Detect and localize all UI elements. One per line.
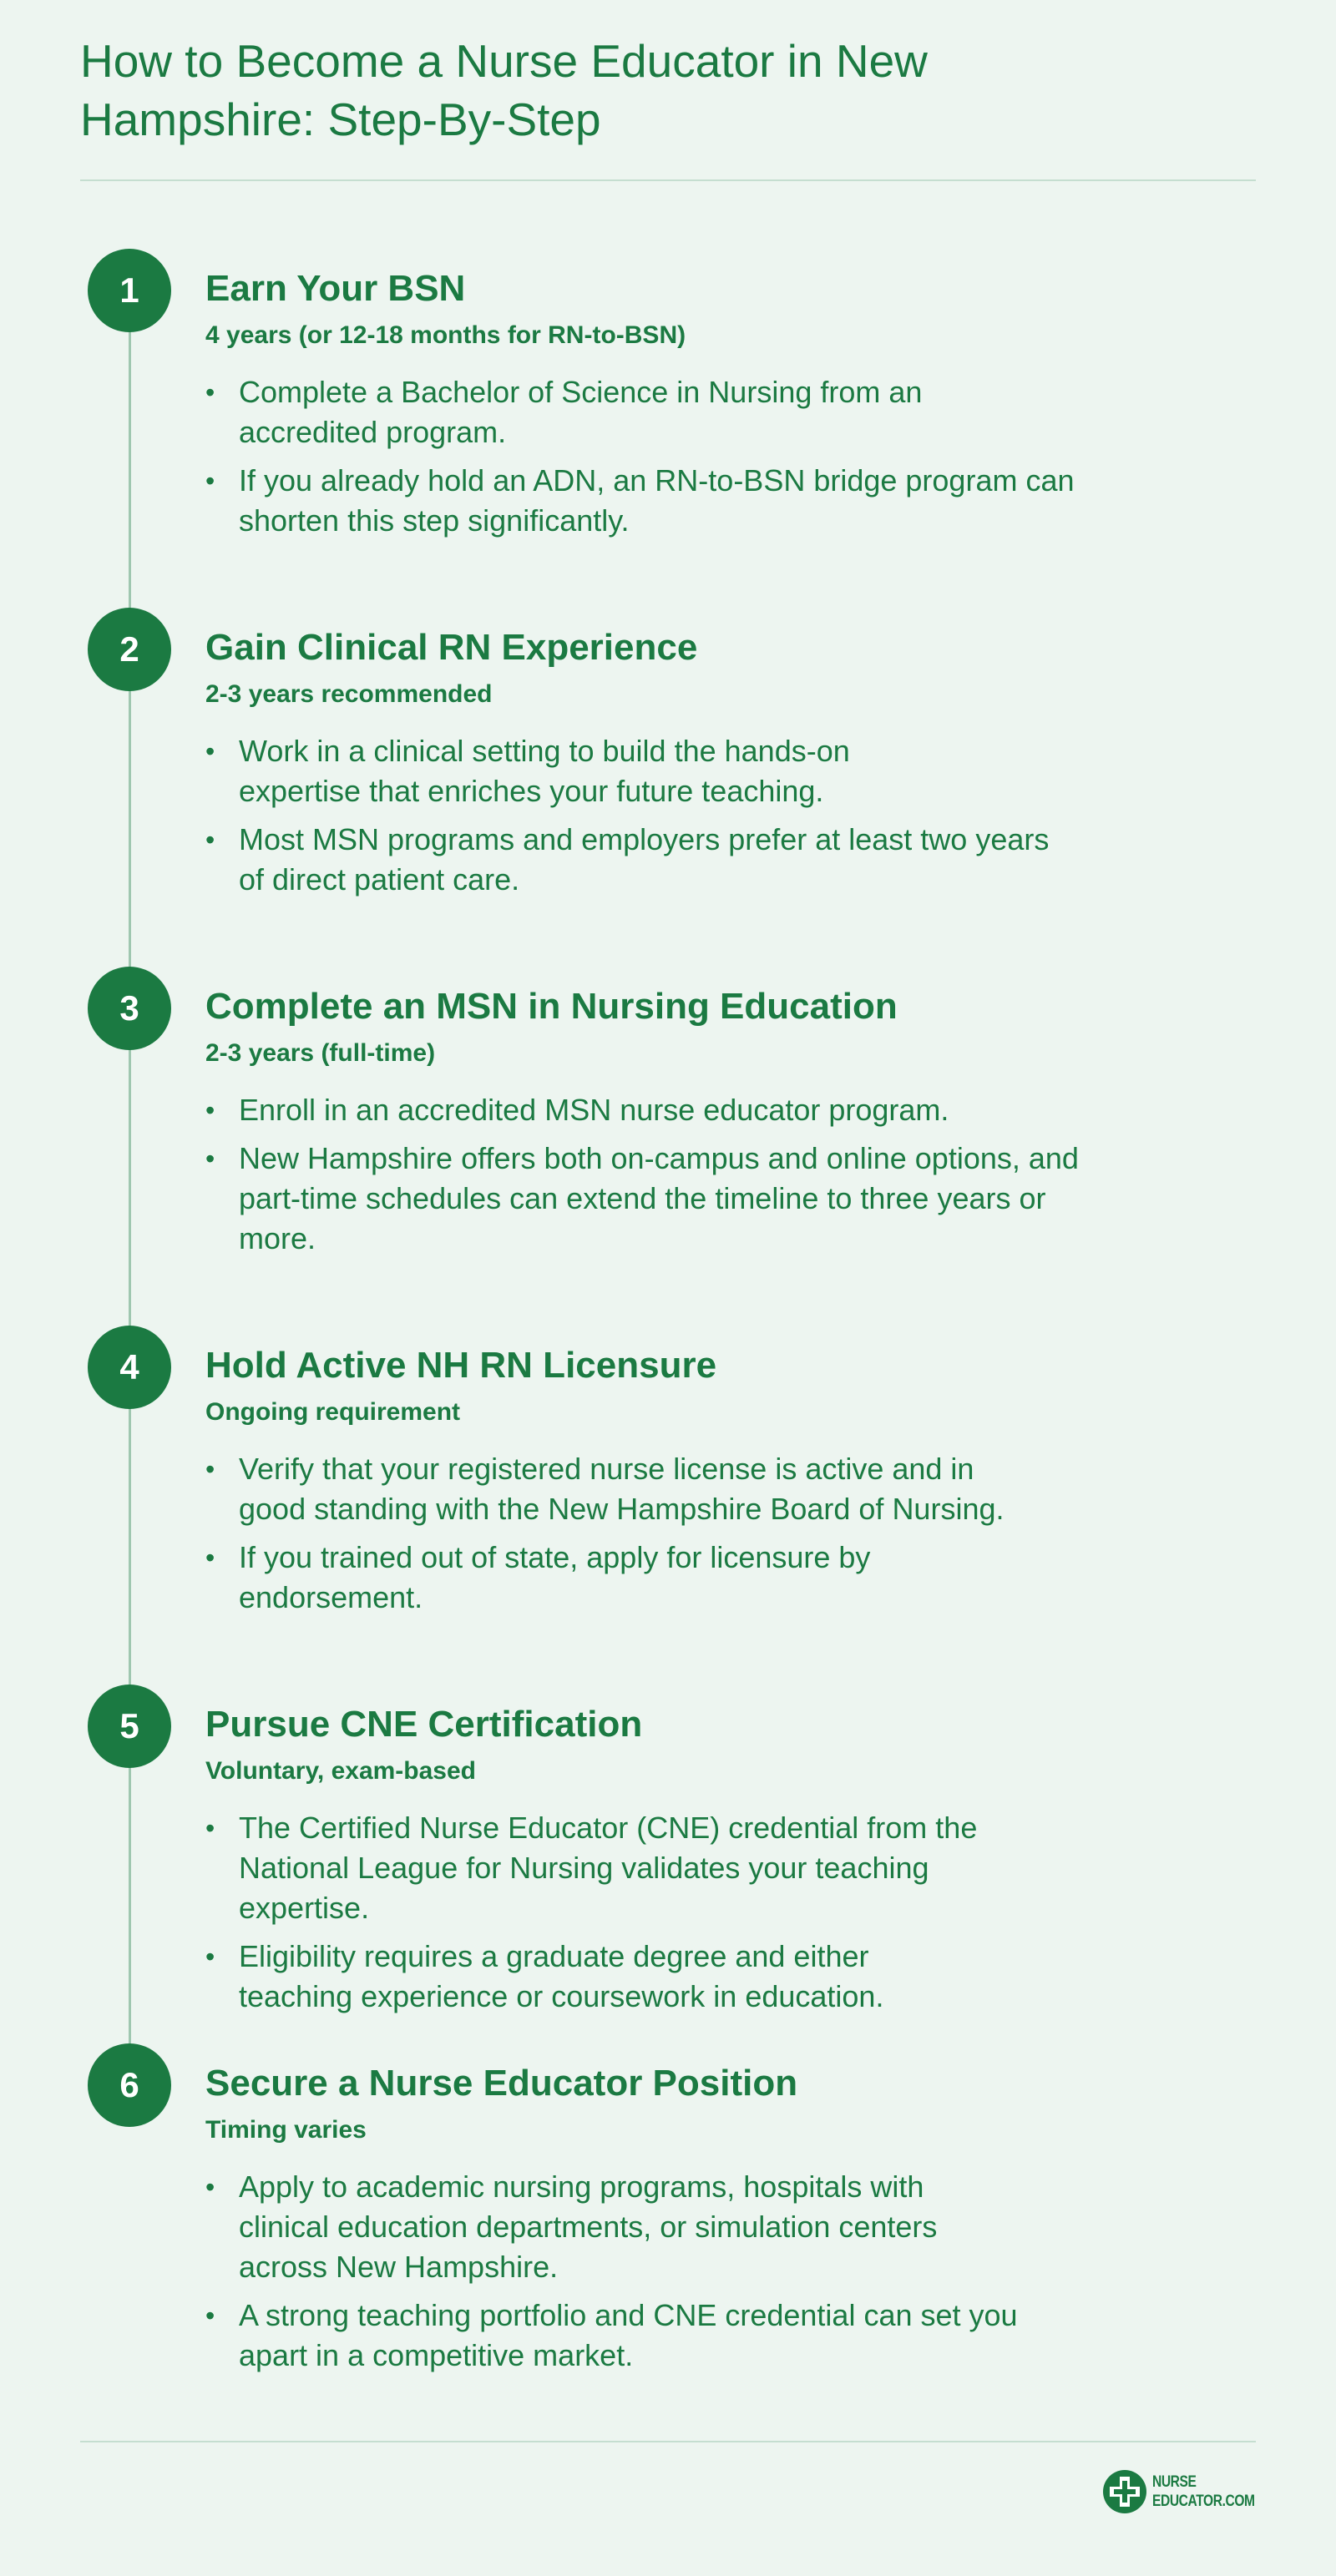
step-duration: 2-3 years (full-time) [205,1039,436,1067]
step-number-badge: 5 [88,1685,171,1768]
medical-cross-icon [1102,2469,1147,2514]
step-duration: 2-3 years recommended [205,680,493,708]
step-title: Pursue CNE Certification [205,1704,643,1745]
step-number-badge: 4 [88,1326,171,1409]
step-bullet: • The Certified Nurse Educator (CNE) credential from the National League for Nursing validates your teaching expertise. [205,1808,1040,1928]
step-bullet-list [205,731,1132,908]
logo-line-2: EDUCATOR.COM [1152,2493,1255,2510]
step-bullet-list [205,372,1132,549]
header-divider [80,179,1256,181]
step-bullet-list [205,1449,1132,1626]
step-bullet: • Verify that your registered nurse license is active and in good standing with the New Hampshire Board of Nursing. [205,1449,1015,1529]
step-bullet: • Work in a clinical setting to build the hands-on expertise that enriches your future teaching. [205,731,965,811]
step-duration: Ongoing requirement [205,1398,461,1426]
step-title: Gain Clinical RN Experience [205,627,698,668]
logo-line-1: NURSE [1152,2473,1197,2491]
step-bullet: • Eligibility requires a graduate degree and either teaching experience or coursework in education. [205,1937,990,2017]
step-title: Earn Your BSN [205,268,466,309]
site-logo [1102,2469,1255,2516]
step-bullet: • A strong teaching portfolio and CNE credential can set you apart in a competitive market. [205,2296,1040,2376]
step-bullet: • New Hampshire offers both on-campus and online options, and part-time schedules can extend the timeline to three years or more. [205,1139,1099,1259]
step-duration: Voluntary, exam-based [205,1757,476,1785]
step-bullet-list [205,1090,1132,1267]
page-title: How to Become a Nurse Educator in New Hampshire: Step-By-Step [80,35,928,145]
step-bullet: • Apply to academic nursing programs, hospitals with clinical education departments, or simulation centers across New Hampshire. [205,2167,999,2287]
footer-divider [80,2441,1256,2442]
step-bullet: • Complete a Bachelor of Science in Nursing from an accredited program. [205,372,974,452]
step-bullet: • Enroll in an accredited MSN nurse educator program. [205,1090,1157,1130]
step-bullet: • Most MSN programs and employers prefer at least two years of direct patient care. [205,820,1065,900]
step-title: Hold Active NH RN Licensure [205,1345,717,1386]
logo-wordmark [1152,2472,1255,2511]
step-title: Complete an MSN in Nursing Education [205,986,898,1027]
step-bullet: • If you already hold an ADN, an RN-to-BSN bridge program can shorten this step significantly. [205,461,1082,541]
step-number-badge: 6 [88,2043,171,2127]
step-bullet-list [205,1808,1132,2025]
step-number-badge: 2 [88,608,171,691]
step-bullet-list [205,2167,1132,2384]
step-bullet: • If you trained out of state, apply for licensure by endorsement. [205,1538,1015,1618]
step-title: Secure a Nurse Educator Position [205,2063,798,2104]
step-number-badge: 3 [88,967,171,1050]
step-number-badge: 1 [88,249,171,332]
step-duration: 4 years (or 12-18 months for RN-to-BSN) [205,321,686,349]
step-duration: Timing varies [205,2116,367,2144]
timeline-line [129,288,131,2083]
